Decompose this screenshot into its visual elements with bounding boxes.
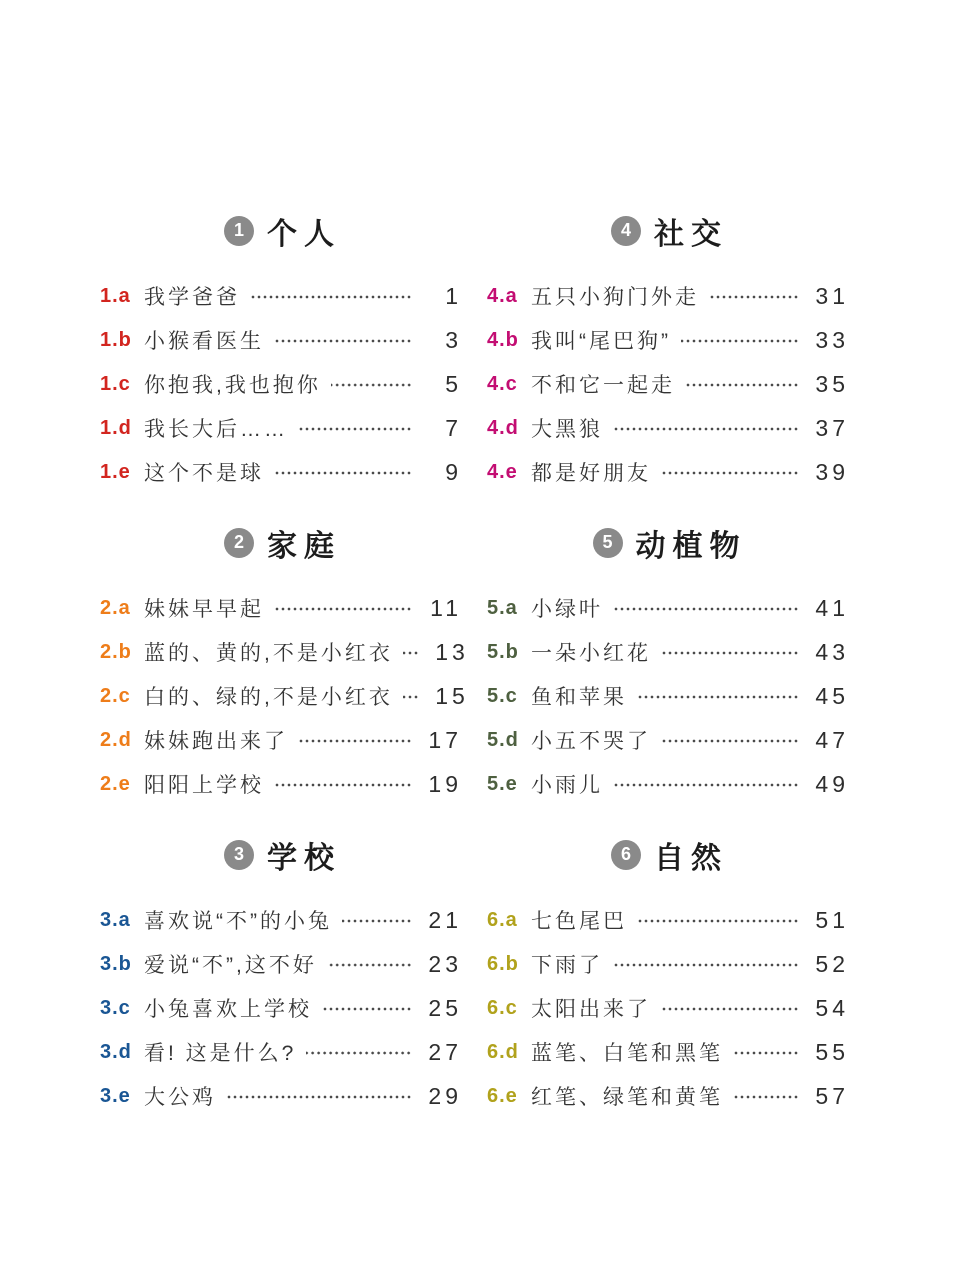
dot-leader: [681, 339, 799, 343]
entry-label: 2.d: [100, 728, 132, 751]
section-title: 学校: [267, 842, 341, 875]
section-number: 5: [602, 532, 613, 552]
entry-title: 小雨儿: [531, 774, 603, 797]
toc-section-6: [487, 836, 849, 1118]
toc-entry: [487, 450, 849, 494]
entry-title: 妹妹跑出来了: [144, 730, 288, 753]
entry-page-number: 11: [430, 594, 462, 621]
dot-leader: [733, 1051, 799, 1055]
entry-page-number: 17: [428, 726, 462, 753]
entry-title: 我学爸爸: [144, 286, 240, 309]
dot-leader: [685, 383, 799, 387]
entry-page-number: 54: [815, 994, 849, 1021]
toc-entry: [100, 450, 462, 494]
toc-entry: [100, 586, 462, 630]
entry-page-number: 25: [428, 994, 462, 1021]
entry-title: 这个不是球: [144, 462, 264, 485]
entry-page-number: 7: [445, 414, 462, 441]
toc-entry: [100, 762, 462, 806]
dot-leader: [661, 1007, 799, 1011]
section-header: [487, 212, 845, 250]
entry-label: 3.a: [100, 908, 131, 931]
entry-page-number: 15: [435, 682, 469, 709]
toc-section-1: [100, 212, 462, 494]
entry-label: 4.c: [487, 372, 518, 395]
toc-entry: [487, 1030, 849, 1074]
entry-label: 6.d: [487, 1040, 519, 1063]
section-number: 2: [233, 532, 244, 552]
dot-leader: [613, 963, 799, 967]
toc-entry: [487, 274, 849, 318]
entry-page-number: 21: [428, 906, 462, 933]
dot-leader: [306, 1051, 412, 1055]
entry-page-number: 51: [815, 906, 849, 933]
entry-title: 我叫“尾巴狗”: [531, 330, 671, 353]
entry-label: 1.b: [100, 328, 132, 351]
entry-page-number: 52: [815, 950, 849, 977]
entry-label: 4.b: [487, 328, 519, 351]
section-header: [100, 212, 458, 250]
entry-title: 我长大后……: [144, 418, 288, 441]
dot-leader: [274, 339, 412, 343]
section-entries: [487, 898, 849, 1118]
section-header: [100, 524, 458, 562]
entry-label: 2.e: [100, 772, 131, 795]
entry-label: 3.b: [100, 952, 132, 975]
entry-title: 红笔、绿笔和黄笔: [531, 1086, 723, 1109]
entry-title: 鱼和苹果: [531, 686, 627, 709]
dot-leader: [661, 471, 799, 475]
entry-title: 爱说“不”,这不好: [144, 954, 317, 977]
entry-title: 小兔喜欢上学校: [144, 998, 312, 1021]
entry-page-number: 23: [428, 950, 462, 977]
toc-entry: [100, 630, 469, 674]
entry-label: 4.a: [487, 284, 518, 307]
dot-leader: [661, 651, 799, 655]
section-title: 动植物: [635, 530, 747, 563]
section-title: 自然: [654, 842, 728, 875]
section-entries: [100, 586, 469, 806]
dot-leader: [274, 783, 412, 787]
toc-section-5: [487, 524, 849, 806]
entry-label: 5.c: [487, 684, 518, 707]
dot-leader: [613, 783, 799, 787]
entry-title: 蓝笔、白笔和黑笔: [531, 1042, 723, 1065]
entry-page-number: 33: [815, 326, 849, 353]
dot-leader: [327, 963, 412, 967]
entry-label: 4.d: [487, 416, 519, 439]
dot-leader: [298, 739, 412, 743]
entry-label: 3.e: [100, 1084, 131, 1107]
entry-page-number: 5: [445, 370, 462, 397]
section-header: [487, 836, 845, 874]
toc-entry: [487, 318, 849, 362]
section-entries: [100, 898, 462, 1118]
dot-leader: [403, 695, 419, 699]
entry-page-number: 35: [815, 370, 849, 397]
entry-page-number: 49: [815, 770, 849, 797]
dot-leader: [709, 295, 799, 299]
entry-title: 一朵小红花: [531, 642, 651, 665]
dot-leader: [274, 607, 412, 611]
section-number: 3: [233, 844, 244, 864]
toc-entry: [487, 718, 849, 762]
toc-entry: [100, 274, 462, 318]
entry-label: 3.c: [100, 996, 131, 1019]
toc-entry: [100, 718, 462, 762]
entry-page-number: 19: [428, 770, 462, 797]
section-number-badge-icon: [224, 216, 254, 246]
section-number-badge-icon: [593, 528, 623, 558]
dot-leader: [613, 427, 799, 431]
entry-label: 6.b: [487, 952, 519, 975]
toc-entry: [100, 942, 462, 986]
entry-page-number: 37: [815, 414, 849, 441]
toc-entry: [487, 630, 849, 674]
entry-title: 大公鸡: [144, 1086, 216, 1109]
toc-section-3: [100, 836, 462, 1118]
entry-label: 3.d: [100, 1040, 132, 1063]
toc-entry: [487, 406, 849, 450]
toc-columns: [100, 212, 960, 1148]
toc-entry: [487, 586, 849, 630]
entry-title: 你抱我,我也抱你: [144, 374, 321, 397]
entry-page-number: 13: [435, 638, 469, 665]
dot-leader: [274, 471, 412, 475]
entry-title: 小猴看医生: [144, 330, 264, 353]
dot-leader: [250, 295, 412, 299]
section-number: 6: [620, 844, 631, 864]
entry-page-number: 3: [445, 326, 462, 353]
section-number-badge-icon: [224, 840, 254, 870]
entry-page-number: 39: [815, 458, 849, 485]
entry-page-number: 57: [815, 1082, 849, 1109]
toc-entry: [100, 986, 462, 1030]
dot-leader: [733, 1095, 799, 1099]
toc-entry: [487, 674, 849, 718]
section-title: 个人: [267, 218, 341, 251]
toc-entry: [100, 406, 462, 450]
toc-entry: [100, 1030, 462, 1074]
entry-page-number: 9: [445, 458, 462, 485]
entry-label: 6.c: [487, 996, 518, 1019]
entry-page-number: 31: [815, 282, 849, 309]
entry-page-number: 27: [428, 1038, 462, 1065]
entry-title: 五只小狗门外走: [531, 286, 699, 309]
entry-label: 1.a: [100, 284, 131, 307]
section-number: 4: [620, 220, 631, 240]
entry-label: 1.e: [100, 460, 131, 483]
entry-title: 下雨了: [531, 954, 603, 977]
dot-leader: [637, 695, 799, 699]
section-entries: [487, 586, 849, 806]
entry-title: 小绿叶: [531, 598, 603, 621]
entry-title: 都是好朋友: [531, 462, 651, 485]
toc-entry: [100, 898, 462, 942]
toc-entry: [487, 1074, 849, 1118]
entry-title: 太阳出来了: [531, 998, 651, 1021]
toc-entry: [100, 362, 462, 406]
entry-title: 小五不哭了: [531, 730, 651, 753]
entry-title: 阳阳上学校: [144, 774, 264, 797]
toc-entry: [487, 762, 849, 806]
toc-entry: [100, 318, 462, 362]
entry-page-number: 41: [815, 594, 849, 621]
section-number-badge-icon: [611, 216, 641, 246]
section-header: [100, 836, 458, 874]
entry-label: 1.d: [100, 416, 132, 439]
entry-label: 4.e: [487, 460, 518, 483]
entry-page-number: 55: [815, 1038, 849, 1065]
toc-column-left: [100, 212, 469, 1148]
dot-leader: [637, 919, 799, 923]
section-number: 1: [233, 220, 244, 240]
toc-section-2: [100, 524, 469, 806]
entry-label: 2.a: [100, 596, 131, 619]
toc-entry: [487, 362, 849, 406]
entry-label: 5.b: [487, 640, 519, 663]
toc-section-4: [487, 212, 849, 494]
entry-title: 不和它一起走: [531, 374, 675, 397]
dot-leader: [342, 919, 412, 923]
section-title: 家庭: [267, 530, 341, 563]
entry-label: 2.c: [100, 684, 131, 707]
dot-leader: [613, 607, 799, 611]
section-header: [487, 524, 845, 562]
section-entries: [487, 274, 849, 494]
entry-page-number: 47: [815, 726, 849, 753]
dot-leader: [661, 739, 799, 743]
section-entries: [100, 274, 462, 494]
entry-label: 6.a: [487, 908, 518, 931]
entry-label: 2.b: [100, 640, 132, 663]
entry-label: 1.c: [100, 372, 131, 395]
section-title: 社交: [654, 218, 728, 251]
entry-title: 七色尾巴: [531, 910, 627, 933]
entry-label: 5.d: [487, 728, 519, 751]
toc-entry: [100, 674, 469, 718]
entry-label: 6.e: [487, 1084, 518, 1107]
toc-entry: [487, 898, 849, 942]
entry-page-number: 1: [445, 282, 462, 309]
entry-page-number: 29: [428, 1082, 462, 1109]
entry-title: 白的、绿的,不是小红衣: [144, 686, 393, 709]
toc-entry: [487, 942, 849, 986]
entry-page-number: 43: [815, 638, 849, 665]
entry-title: 喜欢说“不”的小兔: [144, 910, 332, 933]
entry-title: 妹妹早早起: [144, 598, 264, 621]
toc-entry: [100, 1074, 462, 1118]
dot-leader: [226, 1095, 412, 1099]
entry-label: 5.a: [487, 596, 518, 619]
entry-label: 5.e: [487, 772, 518, 795]
entry-title: 看! 这是什么?: [144, 1042, 297, 1065]
entry-title: 蓝的、黄的,不是小红衣: [144, 642, 393, 665]
toc-column-right: [487, 212, 849, 1148]
entry-page-number: 45: [815, 682, 849, 709]
entry-title: 大黑狼: [531, 418, 603, 441]
dot-leader: [322, 1007, 412, 1011]
dot-leader: [403, 651, 419, 655]
section-number-badge-icon: [611, 840, 641, 870]
dot-leader: [298, 427, 412, 431]
section-number-badge-icon: [224, 528, 254, 558]
toc-entry: [487, 986, 849, 1030]
dot-leader: [331, 383, 412, 387]
